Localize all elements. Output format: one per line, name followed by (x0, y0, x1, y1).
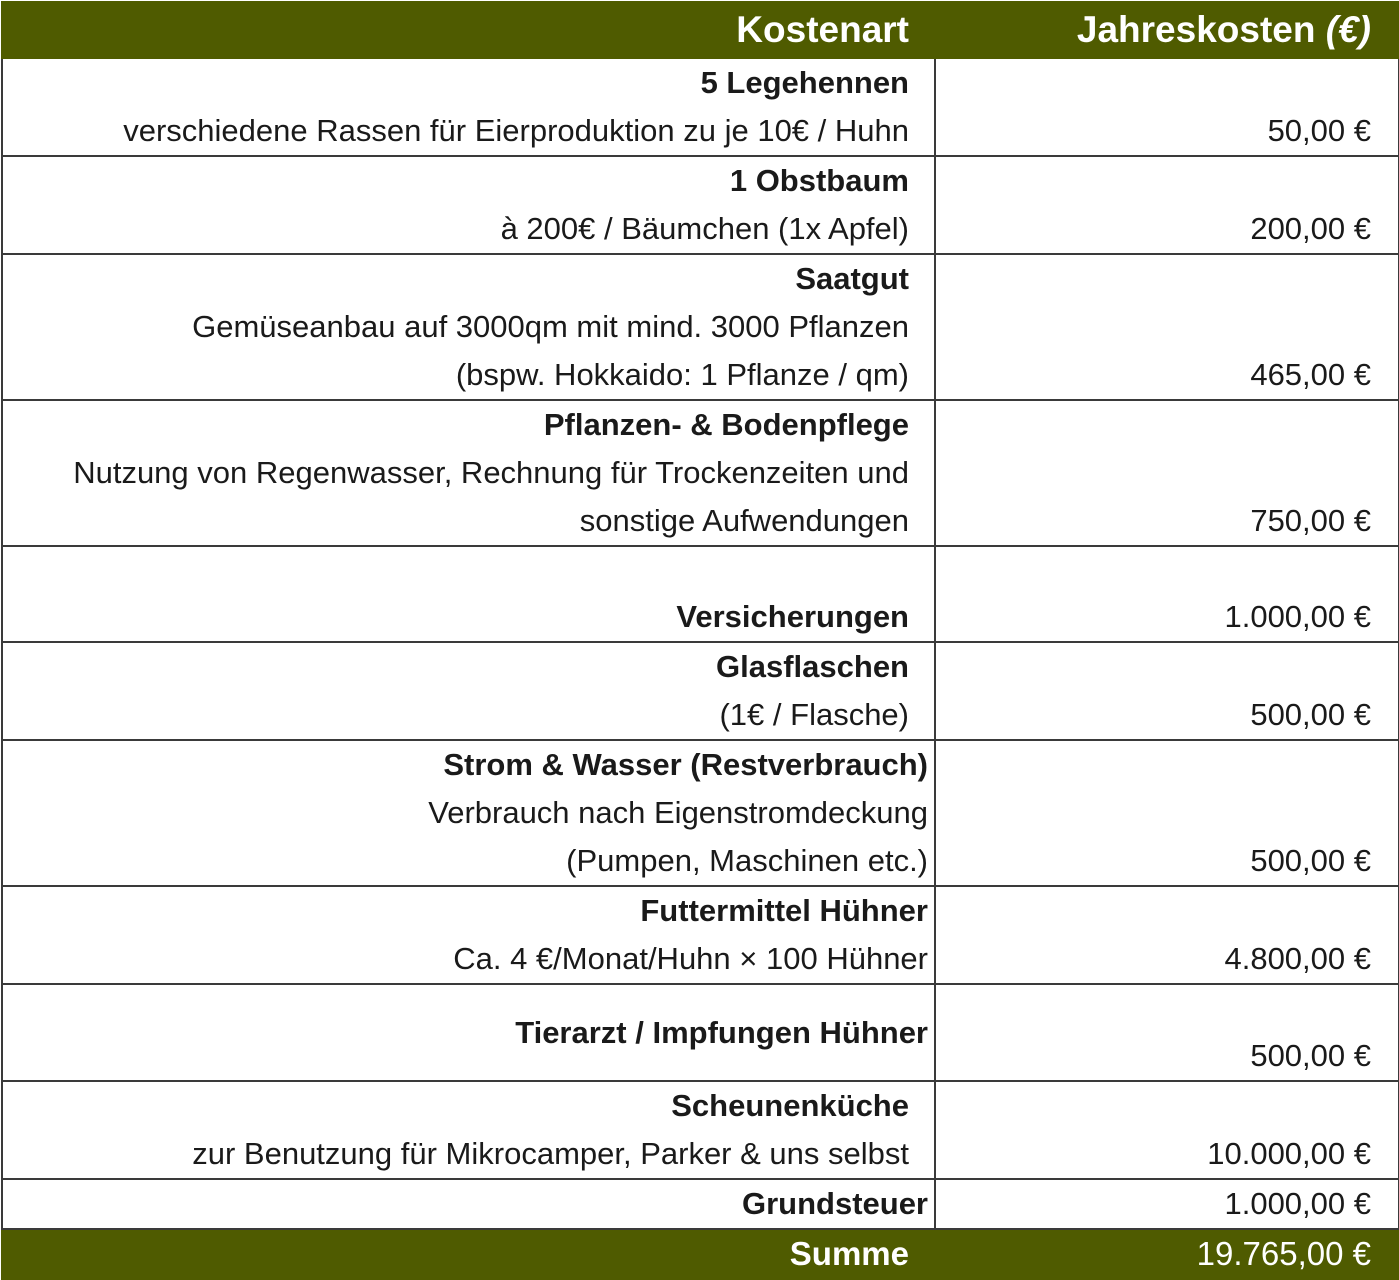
cost-title: Strom & Wasser (Restverbrauch) (443, 747, 928, 782)
cost-title: 5 Legehennen (700, 65, 909, 100)
cost-detail: verschiedene Rassen für Eierproduktion zu je 10€ / Huhn (123, 113, 909, 148)
cost-description (2, 1081, 935, 1179)
cost-detail: Gemüseanbau auf 3000qm mit mind. 3000 Pflanzen (192, 309, 909, 344)
cost-detail: (bspw. Hokkaido: 1 Pflanze / qm) (455, 357, 909, 392)
cost-detail: zur Benutzung für Mikrocamper, Parker & uns selbst (192, 1136, 909, 1171)
cost-detail: (1€ / Flasche) (719, 697, 909, 732)
table-row (2, 984, 1399, 1081)
header-jahreskosten (935, 2, 1399, 58)
table-row (2, 58, 1399, 156)
cost-description (2, 156, 935, 254)
cost-title: Pflanzen- & Bodenpflege (543, 407, 909, 442)
table-row (2, 546, 1399, 642)
cost-amount: 1.000,00 € (935, 546, 1399, 642)
table-row (2, 400, 1399, 546)
cost-amount: 750,00 € (935, 400, 1399, 546)
cost-title: Scheunenküche (671, 1088, 909, 1123)
cost-description (2, 1179, 935, 1229)
cost-title: Versicherungen (676, 599, 909, 634)
header-jahreskosten-label: Jahreskosten (1076, 9, 1316, 50)
cost-title: Futtermittel Hühner (640, 893, 928, 928)
cost-amount: 1.000,00 € (935, 1179, 1399, 1229)
table-row (2, 642, 1399, 740)
cost-title: Tierarzt / Impfungen Hühner (515, 1014, 928, 1050)
cost-title: Glasflaschen (716, 649, 909, 684)
cost-description (2, 400, 935, 546)
total-amount: 19.765,00 € (935, 1229, 1399, 1279)
table-row (2, 886, 1399, 984)
cost-table (1, 1, 1399, 1280)
cost-amount: 200,00 € (935, 156, 1399, 254)
cost-description (2, 546, 935, 642)
cost-detail: Verbrauch nach Eigenstromdeckung (428, 795, 928, 830)
cost-detail: (Pumpen, Maschinen etc.) (566, 843, 928, 878)
cost-amount: 10.000,00 € (935, 1081, 1399, 1179)
table-row (2, 1081, 1399, 1179)
header-kostenart: Kostenart (2, 2, 935, 58)
cost-detail: sonstige Aufwendungen (579, 503, 909, 538)
cost-title: 1 Obstbaum (729, 163, 909, 198)
cost-description (2, 984, 935, 1081)
table-row (2, 1179, 1399, 1229)
cost-description (2, 58, 935, 156)
cost-amount: 50,00 € (935, 58, 1399, 156)
cost-amount: 500,00 € (935, 984, 1399, 1081)
table-row (2, 254, 1399, 400)
cost-title: Grundsteuer (741, 1186, 928, 1221)
cost-amount: 500,00 € (935, 740, 1399, 886)
total-label: Summe (2, 1229, 935, 1279)
table-row (2, 740, 1399, 886)
table-header-row (2, 2, 1399, 58)
cost-amount: 4.800,00 € (935, 886, 1399, 984)
cost-description (2, 886, 935, 984)
cost-description (2, 740, 935, 886)
cost-detail: Nutzung von Regenwasser, Rechnung für Trockenzeiten und (73, 455, 909, 490)
cost-description (2, 254, 935, 400)
cost-detail: à 200€ / Bäumchen (1x Apfel) (500, 211, 909, 246)
total-row (2, 1229, 1399, 1279)
cost-amount: 465,00 € (935, 254, 1399, 400)
table-row (2, 156, 1399, 254)
cost-amount: 500,00 € (935, 642, 1399, 740)
header-unit: (€) (1325, 9, 1371, 50)
cost-detail: Ca. 4 €/Monat/Huhn × 100 Hühner (453, 941, 928, 976)
cost-description (2, 642, 935, 740)
cost-title: Saatgut (795, 261, 909, 296)
